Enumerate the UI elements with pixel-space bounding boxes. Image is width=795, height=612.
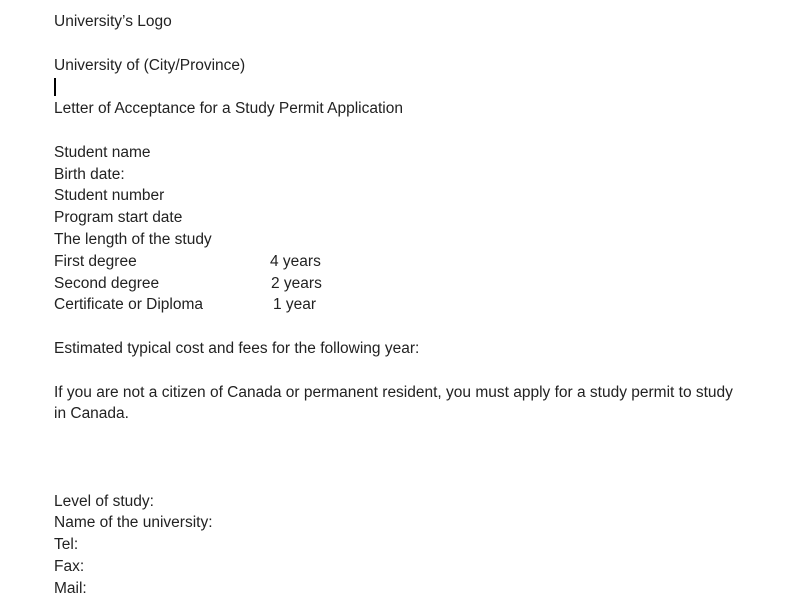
field-student-name: Student name [54, 143, 151, 161]
field-mail: Mail: [54, 579, 87, 597]
study-length-label: Second degree [54, 274, 160, 292]
field-level-of-study: Level of study: [54, 492, 154, 510]
study-length-value: 1 year [273, 296, 317, 314]
blank-line [54, 120, 754, 142]
blank-line [54, 33, 754, 55]
study-length-value: 2 years [271, 274, 322, 292]
permit-notice: If you are not a citizen of Canada or permanent resident, you must apply for a study permit to study in Canada. [54, 383, 733, 423]
blank-line [54, 360, 754, 382]
field-university-name: Name of the university: [54, 514, 213, 532]
study-length-value: 4 years [270, 252, 321, 270]
study-length-label: Certificate or Diploma [54, 296, 204, 314]
blank-lines [54, 425, 754, 469]
logo-placeholder-text: University’s Logo [54, 13, 172, 30]
blank-line [54, 469, 754, 491]
study-length-row-first-degree [54, 251, 754, 273]
document-body[interactable] [54, 11, 754, 600]
field-student-number: Student number [54, 187, 165, 205]
field-fax: Fax: [54, 557, 85, 575]
blank-line [54, 316, 754, 338]
cost-line: Estimated typical cost and fees for the following year: [54, 339, 420, 357]
field-study-length: The length of the study [54, 230, 212, 248]
university-location-text: University of (City/Province) [54, 56, 246, 74]
text-cursor [54, 78, 56, 96]
field-program-start-date: Program start date [54, 209, 183, 227]
field-birth-date: Birth date: [54, 165, 125, 183]
study-length-row-certificate [54, 294, 754, 316]
study-length-label: First degree [54, 252, 137, 270]
letter-title: Letter of Acceptance for a Study Permit Application [54, 100, 403, 118]
study-length-row-second-degree [54, 273, 754, 295]
text-cursor-line[interactable] [54, 76, 754, 98]
field-tel: Tel: [54, 536, 79, 554]
